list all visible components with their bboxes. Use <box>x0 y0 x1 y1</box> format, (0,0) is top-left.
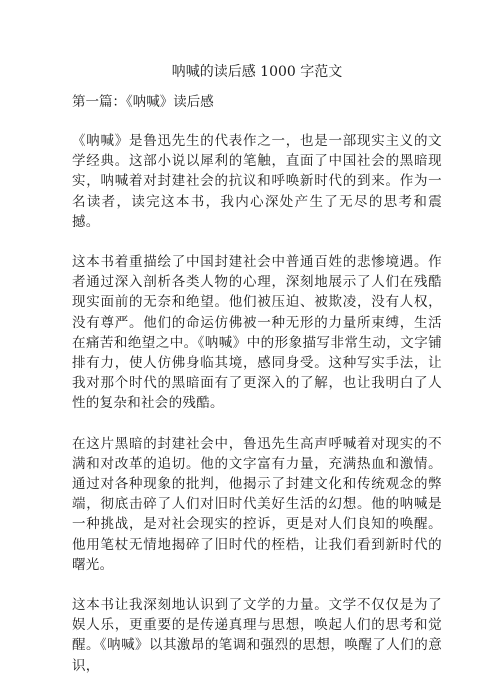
paragraph-3: 在这片黑暗的封建社会中，鲁迅先生高声呼喊着对现实的不满和对改革的追切。他的文字富有力量，充满热血和激情。通过对各种现象的批判，他揭示了封建文化和传统观念的弊端，彻底击碎了人们对旧时代美好生活的幻想。他的呐喊是一种挑战，是对社会现实的控诉，更是对人们良知的唤醒。他用笔杖无情地揭碎了旧时代的桎梏，让我们看到新时代的曙光。 <box>72 435 442 573</box>
paragraph-2: 这本书着重描绘了中国封建社会中普通百姓的悲惨境遇。作者通过深入剖析各类人物的心理，深刻地展示了人们在残酷现实面前的无奈和绝望。他们被压迫、被欺凌，没有人权，没有尊严。他们的命运仿佛被一种无形的力量所束缚，生活在痛苦和绝望之中。《呐喊》中的形象描写非常生动，文字铺排有力，使人仿佛身临其境，感同身受。这种写实手法，让我对那个时代的黑暗面有了更深入的了解，也让我明白了人性的复杂和社会的残酷。 <box>72 254 442 412</box>
paragraph-1: 《呐喊》是鲁迅先生的代表作之一，也是一部现实主义的文学经典。这部小说以犀利的笔触，直面了中国社会的黑暗现实，呐喊着对封建社会的抗议和呼唤新时代的到来。作为一名读者，读完这本书，我内心深处产生了无尽的思考和震撼。 <box>72 133 442 230</box>
document-title: 呐喊的读后感 1000 字范文 <box>171 64 343 80</box>
section-heading: 第一篇：《呐喊》读后感 <box>72 94 214 110</box>
paragraph-4: 这本书让我深刻地认识到了文学的力量。文学不仅仅是为了娱人乐，更重要的是传递真理与思想，唤起人们的思考和觉醒。《呐喊》以其激昂的笔调和强烈的思想，唤醒了人们的意识， <box>72 597 442 674</box>
